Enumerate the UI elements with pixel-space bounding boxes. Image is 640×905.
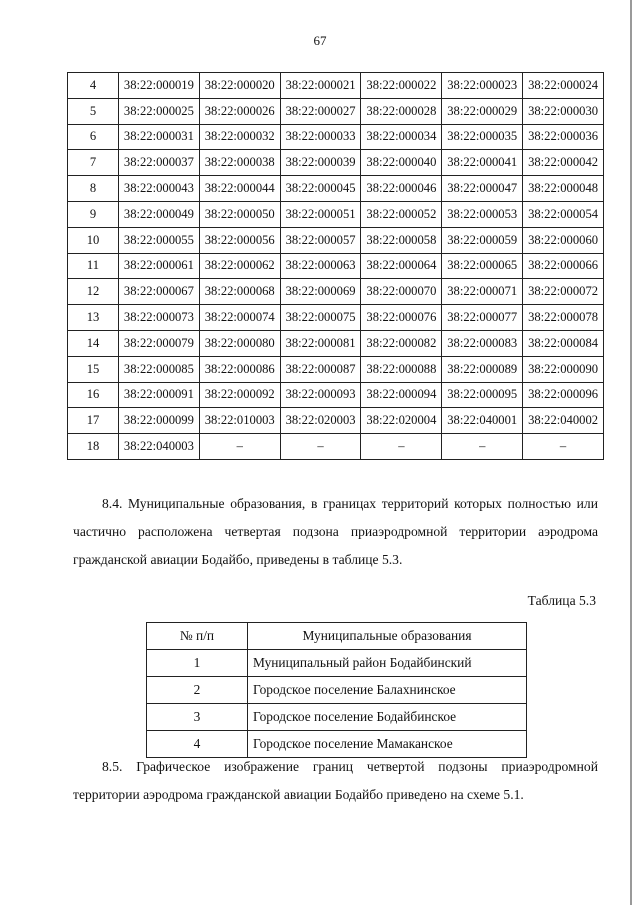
cadastral-code-cell: 38:22:000031 xyxy=(119,124,200,150)
table-row xyxy=(68,73,604,99)
cadastral-code-cell: – xyxy=(523,434,604,460)
municipalities-table-body xyxy=(147,650,527,758)
cadastral-code-cell: 38:22:000070 xyxy=(361,279,442,305)
row-number-cell: 15 xyxy=(68,356,119,382)
cadastral-code-cell: 38:22:000074 xyxy=(199,305,280,331)
cadastral-code-cell: 38:22:000094 xyxy=(361,382,442,408)
row-number-cell: 4 xyxy=(68,73,119,99)
row-number-cell: 12 xyxy=(68,279,119,305)
cadastral-code-cell: 38:22:000060 xyxy=(523,227,604,253)
table-row xyxy=(68,124,604,150)
table-row xyxy=(68,382,604,408)
cadastral-code-cell: 38:22:000025 xyxy=(119,98,200,124)
cadastral-code-cell: 38:22:000024 xyxy=(523,73,604,99)
cadastral-code-cell: – xyxy=(361,434,442,460)
table-row xyxy=(68,330,604,356)
cadastral-code-cell: 38:22:000080 xyxy=(199,330,280,356)
cadastral-code-cell: 38:22:000038 xyxy=(199,150,280,176)
table-row xyxy=(68,227,604,253)
row-number-cell: 8 xyxy=(68,176,119,202)
cadastral-code-cell: 38:22:000054 xyxy=(523,201,604,227)
cadastral-code-cell: 38:22:000093 xyxy=(280,382,361,408)
row-number-cell: 11 xyxy=(68,253,119,279)
cadastral-code-cell: 38:22:040003 xyxy=(119,434,200,460)
cadastral-code-cell: 38:22:000061 xyxy=(119,253,200,279)
cadastral-code-cell: 38:22:000064 xyxy=(361,253,442,279)
row-number-cell: 1 xyxy=(147,650,248,677)
cadastral-code-cell: 38:22:000019 xyxy=(119,73,200,99)
cadastral-code-cell: – xyxy=(442,434,523,460)
row-number-cell: 10 xyxy=(68,227,119,253)
cadastral-code-cell: 38:22:000058 xyxy=(361,227,442,253)
cadastral-code-cell: 38:22:000048 xyxy=(523,176,604,202)
codes-table-body xyxy=(68,73,604,460)
cadastral-code-cell: – xyxy=(199,434,280,460)
row-number-cell: 4 xyxy=(147,731,248,758)
municipality-name-cell: Городское поселение Бодайбинское xyxy=(248,704,527,731)
cadastral-code-cell: 38:22:000099 xyxy=(119,408,200,434)
cadastral-code-cell: – xyxy=(280,434,361,460)
cadastral-code-cell: 38:22:000023 xyxy=(442,73,523,99)
cadastral-code-cell: 38:22:000087 xyxy=(280,356,361,382)
row-number-cell: 9 xyxy=(68,201,119,227)
cadastral-code-cell: 38:22:000068 xyxy=(199,279,280,305)
cadastral-code-cell: 38:22:000042 xyxy=(523,150,604,176)
table-row xyxy=(68,201,604,227)
cadastral-code-cell: 38:22:000057 xyxy=(280,227,361,253)
cadastral-code-cell: 38:22:000044 xyxy=(199,176,280,202)
cadastral-code-cell: 38:22:000062 xyxy=(199,253,280,279)
row-number-cell: 6 xyxy=(68,124,119,150)
cadastral-code-cell: 38:22:000082 xyxy=(361,330,442,356)
cadastral-code-cell: 38:22:000065 xyxy=(442,253,523,279)
municipality-name-cell: Городское поселение Мамаканское xyxy=(248,731,527,758)
table-row xyxy=(68,98,604,124)
cadastral-code-cell: 38:22:000092 xyxy=(199,382,280,408)
table-row xyxy=(147,650,527,677)
row-number-cell: 14 xyxy=(68,330,119,356)
cadastral-code-cell: 38:22:000053 xyxy=(442,201,523,227)
cadastral-code-cell: 38:22:040002 xyxy=(523,408,604,434)
table-row xyxy=(147,704,527,731)
cadastral-code-cell: 38:22:000030 xyxy=(523,98,604,124)
cadastral-code-cell: 38:22:000091 xyxy=(119,382,200,408)
cadastral-code-cell: 38:22:000090 xyxy=(523,356,604,382)
cadastral-code-cell: 38:22:000066 xyxy=(523,253,604,279)
row-number-cell: 7 xyxy=(68,150,119,176)
cadastral-code-cell: 38:22:000020 xyxy=(199,73,280,99)
table-row xyxy=(68,279,604,305)
cadastral-code-cell: 38:22:000036 xyxy=(523,124,604,150)
cadastral-code-cell: 38:22:000041 xyxy=(442,150,523,176)
row-number-cell: 13 xyxy=(68,305,119,331)
cadastral-code-cell: 38:22:000075 xyxy=(280,305,361,331)
cadastral-code-cell: 38:22:000046 xyxy=(361,176,442,202)
cadastral-code-cell: 38:22:000052 xyxy=(361,201,442,227)
cadastral-code-cell: 38:22:000088 xyxy=(361,356,442,382)
page-edge-line xyxy=(630,0,632,905)
cadastral-code-cell: 38:22:000033 xyxy=(280,124,361,150)
table-row xyxy=(68,305,604,331)
cadastral-code-cell: 38:22:000063 xyxy=(280,253,361,279)
cadastral-code-cell: 38:22:000072 xyxy=(523,279,604,305)
cadastral-code-cell: 38:22:000096 xyxy=(523,382,604,408)
cadastral-code-cell: 38:22:000073 xyxy=(119,305,200,331)
cadastral-code-cell: 38:22:000050 xyxy=(199,201,280,227)
cadastral-code-cell: 38:22:000055 xyxy=(119,227,200,253)
cadastral-code-cell: 38:22:000047 xyxy=(442,176,523,202)
row-number-cell: 17 xyxy=(68,408,119,434)
cadastral-code-cell: 38:22:000081 xyxy=(280,330,361,356)
cadastral-code-cell: 38:22:000029 xyxy=(442,98,523,124)
cadastral-code-cell: 38:22:000076 xyxy=(361,305,442,331)
cadastral-code-cell: 38:22:000021 xyxy=(280,73,361,99)
cadastral-code-cell: 38:22:000032 xyxy=(199,124,280,150)
table-row xyxy=(68,408,604,434)
cadastral-code-cell: 38:22:000028 xyxy=(361,98,442,124)
cadastral-code-cell: 38:22:000084 xyxy=(523,330,604,356)
table-row xyxy=(68,150,604,176)
cadastral-code-cell: 38:22:000079 xyxy=(119,330,200,356)
table-row xyxy=(68,434,604,460)
cadastral-code-cell: 38:22:000051 xyxy=(280,201,361,227)
municipalities-table xyxy=(146,622,527,758)
cadastral-code-cell: 38:22:000037 xyxy=(119,150,200,176)
cadastral-code-cell: 38:22:000077 xyxy=(442,305,523,331)
cadastral-code-cell: 38:22:000056 xyxy=(199,227,280,253)
paragraph-8-5: 8.5. Графическое изображение границ четвертой подзоны приаэродромной территории аэродрома гражданской авиации Бодайбо приведено на схеме 5.1. xyxy=(73,759,598,802)
cadastral-code-cell: 38:22:000086 xyxy=(199,356,280,382)
header-municipality: Муниципальные образования xyxy=(248,623,527,650)
table-row xyxy=(68,176,604,202)
cadastral-code-cell: 38:22:000083 xyxy=(442,330,523,356)
cadastral-code-cell: 38:22:000095 xyxy=(442,382,523,408)
municipality-name-cell: Муниципальный район Бодайбинский xyxy=(248,650,527,677)
row-number-cell: 5 xyxy=(68,98,119,124)
row-number-cell: 3 xyxy=(147,704,248,731)
cadastral-code-cell: 38:22:000027 xyxy=(280,98,361,124)
row-number-cell: 16 xyxy=(68,382,119,408)
cadastral-codes-table xyxy=(67,72,604,460)
header-number: № п/п xyxy=(147,623,248,650)
cadastral-code-cell: 38:22:000059 xyxy=(442,227,523,253)
cadastral-code-cell: 38:22:000039 xyxy=(280,150,361,176)
cadastral-code-cell: 38:22:000069 xyxy=(280,279,361,305)
table-row xyxy=(68,253,604,279)
cadastral-code-cell: 38:22:000034 xyxy=(361,124,442,150)
cadastral-code-cell: 38:22:040001 xyxy=(442,408,523,434)
cadastral-code-cell: 38:22:000035 xyxy=(442,124,523,150)
cadastral-code-cell: 38:22:000022 xyxy=(361,73,442,99)
cadastral-code-cell: 38:22:000071 xyxy=(442,279,523,305)
row-number-cell: 18 xyxy=(68,434,119,460)
paragraph-8-4: 8.4. Муниципальные образования, в границах территорий которых полностью или частично расположена четвертая подзона приаэродромной территории аэродрома гражданской авиации Бодайбо, приведены в таблице 5.3. xyxy=(73,496,598,567)
cadastral-code-cell: 38:22:000067 xyxy=(119,279,200,305)
cadastral-code-cell: 38:22:000045 xyxy=(280,176,361,202)
cadastral-code-cell: 38:22:000043 xyxy=(119,176,200,202)
cadastral-code-cell: 38:22:000026 xyxy=(199,98,280,124)
cadastral-code-cell: 38:22:000089 xyxy=(442,356,523,382)
table-row xyxy=(147,677,527,704)
cadastral-code-cell: 38:22:000085 xyxy=(119,356,200,382)
municipality-name-cell: Городское поселение Балахнинское xyxy=(248,677,527,704)
cadastral-code-cell: 38:22:000078 xyxy=(523,305,604,331)
cadastral-code-cell: 38:22:000049 xyxy=(119,201,200,227)
table-caption: Таблица 5.3 xyxy=(527,593,596,608)
cadastral-code-cell: 38:22:020004 xyxy=(361,408,442,434)
cadastral-code-cell: 38:22:000040 xyxy=(361,150,442,176)
municipalities-header-row xyxy=(147,623,527,650)
cadastral-code-cell: 38:22:010003 xyxy=(199,408,280,434)
table-row xyxy=(68,356,604,382)
page-number: 67 xyxy=(313,33,327,48)
row-number-cell: 2 xyxy=(147,677,248,704)
cadastral-code-cell: 38:22:020003 xyxy=(280,408,361,434)
